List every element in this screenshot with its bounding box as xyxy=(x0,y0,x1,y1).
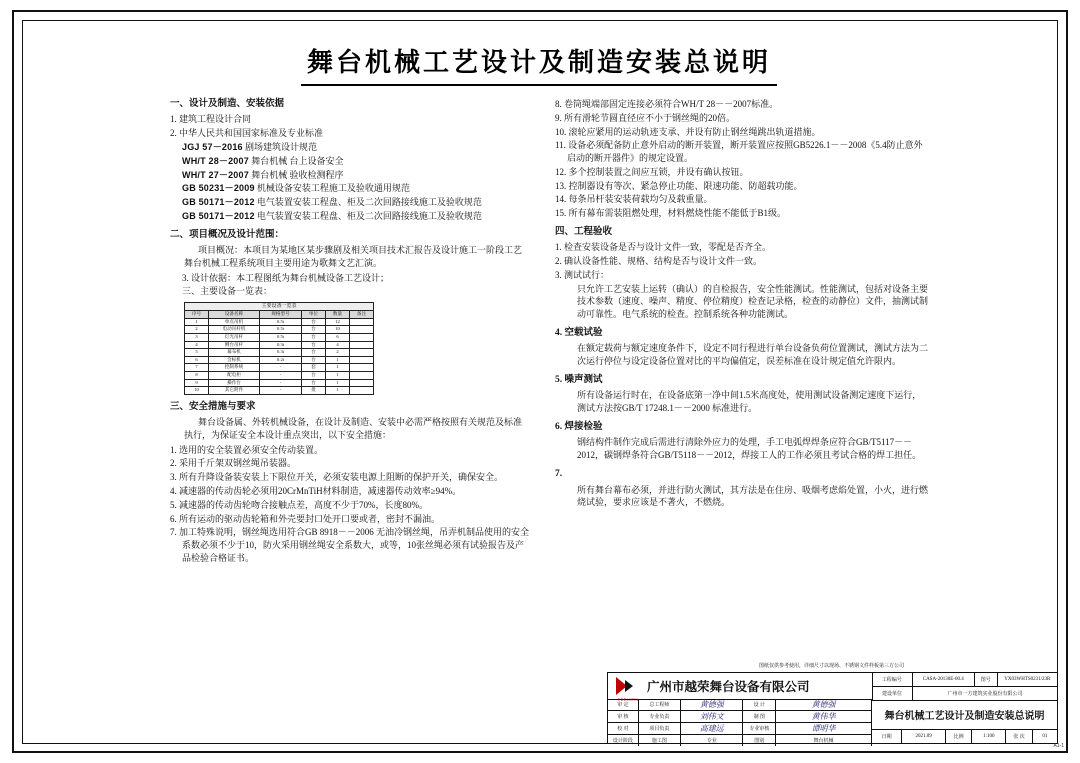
field-label: 专业负责 xyxy=(639,711,682,722)
field-value: 2021.09 xyxy=(902,730,946,743)
cell: 0.5t xyxy=(260,326,302,334)
table-header-row xyxy=(185,311,374,319)
cell: 台 xyxy=(302,333,326,341)
cell: - xyxy=(260,379,302,387)
list-item: 11. 设备必须配备防止意外启动的断开装置，断开装置应按照GB5226.1－－2008《5.4防止意外启动的断开器件》的规定设置。 xyxy=(555,140,923,164)
list-item: 3. 测试试行： xyxy=(555,269,610,280)
field-label: 日期 xyxy=(872,730,902,743)
field-value: 广州市一方建筑实业股份有限公司 xyxy=(947,692,1023,697)
cell: 0.2t xyxy=(260,356,302,364)
table-row xyxy=(185,349,374,357)
table-row xyxy=(185,318,374,326)
standard-name: 机械设备安装工程施工及验收通用规范 xyxy=(256,183,410,194)
project-info-grid xyxy=(872,673,1057,699)
cell: 台 xyxy=(302,318,326,326)
standard-entry xyxy=(170,210,530,223)
subsection-title-weld-inspection: 6. 焊接检验 xyxy=(555,422,603,432)
cell: - xyxy=(260,364,302,372)
spec-table-caption: 主要设备一览表 xyxy=(184,302,374,310)
cell: 6 xyxy=(326,333,350,341)
field-value: YX03WHTS0231/23R xyxy=(1004,677,1051,682)
field-value: 施工图 xyxy=(639,735,682,746)
list-item: 14. 每条吊杆装安装荷载均匀及载重量。 xyxy=(555,194,713,205)
cell xyxy=(349,379,373,387)
standard-name: 电气装置安装工程盘、柜及二次回路接线施工及验收规范 xyxy=(256,197,482,208)
cell xyxy=(349,387,373,395)
field-label: 图号 xyxy=(975,673,998,686)
sheet-edge-mark: A1-1 xyxy=(1053,743,1064,749)
cell: 9 xyxy=(185,379,209,387)
cell: 侧台吊杆 xyxy=(208,341,259,349)
signature-row xyxy=(608,711,872,723)
text-columns xyxy=(170,98,930,658)
list-item: 7. 加工特殊说明，钢丝绳选用符合GB 8918－－2006 无油冷钢丝绳，吊弄机制品使用的安全系数必须不少于10，防火采用钢丝绳安全系数大，或等，10张丝绳必须有试验报告及产品检验合格证书。 xyxy=(170,527,530,563)
list-item: 5. 减速器的传动齿轮吻合接触点差，高度不少于70%，长度80%。 xyxy=(170,499,428,510)
table-row xyxy=(185,371,374,379)
field-label: 比例 xyxy=(946,730,972,743)
standard-code: GB 50171－2012 xyxy=(182,210,255,221)
col-header: 数量 xyxy=(326,311,350,319)
cell: 台 xyxy=(302,356,326,364)
field-label: 工程编号 xyxy=(872,673,913,686)
cell: 4 xyxy=(326,341,350,349)
list-item: 13. 控制器设有等次、紧急停止功能、限速功能、防超载功能。 xyxy=(555,180,803,191)
cell: 幕布机 xyxy=(208,349,259,357)
project-info-row xyxy=(872,673,1057,687)
table-row xyxy=(185,356,374,364)
cell: 会标机 xyxy=(208,356,259,364)
field-value: 1:100 xyxy=(972,730,1006,743)
col-header: 规格型号 xyxy=(260,311,302,319)
subsection-title-curtain-fireproof: 7. xyxy=(555,469,563,480)
standard-entry xyxy=(170,141,530,154)
cell: 4 xyxy=(185,341,209,349)
standard-name: 剧场建筑设计规范 xyxy=(245,142,318,153)
signature: 谭明华 xyxy=(776,723,872,734)
cell xyxy=(349,318,373,326)
page-title: 舞台机械工艺设计及制造安装总说明 xyxy=(301,42,777,86)
field-label: 审 核 xyxy=(608,711,639,722)
sheet-note: 图纸仅供参考使用，详细尺寸以现场、不锈钢文件样板第三方公司 xyxy=(758,664,904,669)
title-area xyxy=(22,42,1056,86)
cell: - xyxy=(260,371,302,379)
list-item: 1. 建筑工程设计合同 xyxy=(170,114,252,125)
list-item: 2. 确认设备性能、规格、结构是否与设计文件一致。 xyxy=(555,256,763,267)
table-row xyxy=(185,326,374,334)
cell: 1 xyxy=(326,371,350,379)
paragraph: 所有舞台幕布必须，并进行防火测试，其方法是在住房、吸烟考虑焰处置，小火，进行燃烧试验，要求应该是不著火，不燃烧。 xyxy=(577,484,929,508)
signature: 黄德强 xyxy=(681,699,743,710)
cell: 2 xyxy=(185,326,209,334)
field-value: CASA-20130E-00.4 xyxy=(913,673,975,686)
standard-code: WH/T 28－2007 xyxy=(182,155,249,166)
paragraph: 3. 设计依据：本工程图纸为舞台机械设备工艺设计； xyxy=(182,272,390,283)
cell: 5 xyxy=(185,349,209,357)
cell: 1 xyxy=(185,318,209,326)
col-header: 序号 xyxy=(185,311,209,319)
col-header: 设备名称 xyxy=(208,311,259,319)
table-row xyxy=(185,341,374,349)
field-label: 建设单位 xyxy=(872,687,913,700)
cell: 12 xyxy=(326,318,350,326)
paragraph: 钢结构件制作完成后需进行清除外应力的处理，手工电弧焊焊条应符合GB/T5117－－2012，碳钢焊条符合GB/T5118－－2012，焊接工人的工作必须且考试合格的焊工担任。 xyxy=(577,437,922,461)
signature-grid xyxy=(608,699,872,743)
table-row xyxy=(185,387,374,395)
field-label: 专业 xyxy=(681,735,743,746)
table-row xyxy=(185,333,374,341)
left-column xyxy=(170,98,530,566)
section-heading-design-basis: 一、设计及制造、安装依据 xyxy=(170,99,285,109)
company-logo-icon xyxy=(614,676,642,702)
paragraph: 三、主要设备一览表： xyxy=(182,286,273,297)
table-row xyxy=(185,364,374,372)
cell: 配电柜 xyxy=(208,371,259,379)
cell: 电动吊杆机 xyxy=(208,326,259,334)
list-item: 15. 所有幕布需装阻燃处理，材料燃烧性能不能低于B1级。 xyxy=(555,208,787,219)
cell: 1 xyxy=(326,387,350,395)
cell: 单点吊机 xyxy=(208,318,259,326)
field-label: 设计阶段 xyxy=(608,735,639,746)
subsection-title-no-load-test: 4. 空载试验 xyxy=(555,327,603,338)
standard-entry xyxy=(170,196,530,209)
title-block xyxy=(607,672,1058,744)
standard-code: GB 50231－2009 xyxy=(182,183,255,194)
right-column xyxy=(555,98,930,511)
field-label: 专业审核 xyxy=(743,723,776,734)
cell: 10 xyxy=(185,387,209,395)
signature-row xyxy=(608,699,872,711)
cell: 操作台 xyxy=(208,379,259,387)
standard-code: JGJ 57－2016 xyxy=(182,142,243,153)
standard-name: 舞台机械 台上设备安全 xyxy=(251,155,344,166)
cell: 0.5t xyxy=(260,333,302,341)
field-label: 设 计 xyxy=(743,699,776,710)
logo-caption: YUELONG xyxy=(617,698,639,702)
standard-name: 舞台机械 验收检测程序 xyxy=(251,169,344,180)
cell xyxy=(349,364,373,372)
equipment-spec-table xyxy=(184,302,374,395)
section-heading-project-scope: 二、项目概况及设计范围： xyxy=(170,229,285,240)
cell: 0.3t xyxy=(260,349,302,357)
list-item: 2. 采用千斤架双钢丝绳吊装器。 xyxy=(170,458,297,469)
paragraph: 所有设备运行时在，在设备底第一净中间1.5米高度处，使用测试设备测定速度下运行，测试方法按GB/T 17248.1－－2000 标准进行。 xyxy=(577,390,922,414)
list-item: 9. 所有滑轮节圆直径应不小于钢丝绳的20倍。 xyxy=(555,112,736,123)
section-heading-safety: 三、安全措施与要求 xyxy=(170,401,256,412)
list-item: 8. 卷筒绳端部固定连接必须符合WH/T 28－－2007标准。 xyxy=(555,99,779,109)
cell xyxy=(349,356,373,364)
field-value: 01 xyxy=(1042,734,1048,739)
list-item: 1. 检查安装设备是否与设计文件一致，零配是否齐全。 xyxy=(555,242,772,253)
cell xyxy=(349,341,373,349)
field-label: 张 次 xyxy=(1006,730,1032,743)
cell: 10 xyxy=(326,326,350,334)
section-heading-acceptance: 四、工程验收 xyxy=(555,226,613,237)
cell xyxy=(349,333,373,341)
field-label: 项目负责 xyxy=(639,723,682,734)
standard-entry xyxy=(170,169,530,182)
list-item: 10. 滚轮应紧用的运动轨迹支承、并设有防止钢丝绳跳出轨道措施。 xyxy=(555,126,821,137)
cell: 台 xyxy=(302,326,326,334)
cell xyxy=(349,326,373,334)
cell: 3 xyxy=(185,333,209,341)
company-name: 广州市越荣舞台设备有限公司 xyxy=(647,680,810,694)
cell: 台 xyxy=(302,379,326,387)
cell: 批 xyxy=(302,387,326,395)
company-row xyxy=(608,673,873,700)
drawing-title-area xyxy=(872,699,1057,743)
signature: 刘伟文 xyxy=(681,711,743,722)
drawing-meta-row xyxy=(872,730,1057,743)
paragraph: 只允许工艺安装上运转（确认）的自检报告，安全性能测试。性能测试，包括对设备主要技术参数（速度、噪声、精度、停位精度）检查记录格，检查的动静位）文件，抽测试制动可靠性。电气系统的检查。控制系统各种功能测试。 xyxy=(577,283,929,320)
cell: 台 xyxy=(302,371,326,379)
cell xyxy=(349,371,373,379)
standard-entry xyxy=(170,155,530,168)
cell: 1 xyxy=(326,356,350,364)
field-label: 图别 xyxy=(743,735,776,746)
signature-row xyxy=(608,723,872,735)
field-label: 总工程师 xyxy=(639,699,682,710)
cell xyxy=(349,349,373,357)
cell: 套 xyxy=(302,364,326,372)
field-value: 舞台机械 xyxy=(776,735,872,746)
cell: 台 xyxy=(302,341,326,349)
cell: 8 xyxy=(185,371,209,379)
cell: 6 xyxy=(185,356,209,364)
signature-row xyxy=(608,735,872,746)
cell: 0.3t xyxy=(260,341,302,349)
paragraph: 舞台设备属、外转机械设备，在设计及制造、安装中必需严格按照有关规范及标准执行，为保证安全本设计重点突出，以下安全措施： xyxy=(184,417,523,440)
list-item: 2. 中华人民共和国国家标准及专业标准 xyxy=(170,128,324,139)
field-label: 校 对 xyxy=(608,723,639,734)
list-item: 1. 选用的安全装置必须安全传动装置。 xyxy=(170,444,324,455)
cell: - xyxy=(260,387,302,395)
field-label: 制 图 xyxy=(743,711,776,722)
paragraph: 在额定载荷与额定速度条件下，设定不同行程进行单台设备负荷位置测试，测试方法为二次运行停位与设定设备位置对比的平均偏值定，误差标准在设计规定值允许限内。 xyxy=(577,343,929,367)
list-item: 4. 减速器的传动齿轮必须用20CrMnTiH材料制造，减速器传动效率≥94%。 xyxy=(170,486,462,496)
cell: 1 xyxy=(326,379,350,387)
subsection-title-noise-test: 5. 噪声测试 xyxy=(555,374,603,385)
signature: 黄德强 xyxy=(776,699,872,710)
cell: 2 xyxy=(326,349,350,357)
drawing-title: 舞台机械工艺设计及制造安装总说明 xyxy=(872,699,1057,730)
col-header: 备注 xyxy=(349,311,373,319)
cell: 0.5t xyxy=(260,318,302,326)
table-row xyxy=(185,379,374,387)
standard-code: WH/T 27－2007 xyxy=(182,169,249,180)
standard-code: GB 50171－2012 xyxy=(182,197,255,208)
cell: 其它附件 xyxy=(208,387,259,395)
signature: 高建远 xyxy=(681,723,743,734)
cell: 控制系统 xyxy=(208,364,259,372)
signature: 黄伟华 xyxy=(776,711,872,722)
cell: 台 xyxy=(302,349,326,357)
standard-entry xyxy=(170,182,530,195)
list-item: 3. 所有升降设备装安装上下限位开关，必须安装电源上阻断的保护开关，确保安全。 xyxy=(170,472,504,483)
field-label: 审 定 xyxy=(608,699,639,710)
cell: 7 xyxy=(185,364,209,372)
list-item: 6. 所有运动的驱动齿轮箱和外壳要封口处开口要或者，密封不漏油。 xyxy=(170,513,441,524)
cell: 1 xyxy=(326,364,350,372)
paragraph: 项目概况：本项目为某地区某步骤剧及相关项目技术汇报告及设计施工一阶段工艺舞台机械工程系统项目主要用途为歌舞文艺汇演。 xyxy=(184,245,523,268)
standard-name: 电气装置安装工程盘、柜及二次回路接线施工及验收规范 xyxy=(256,210,482,221)
cell: 灯光吊杆 xyxy=(208,333,259,341)
col-header: 单位 xyxy=(302,311,326,319)
list-item: 12. 多个控制装置之间应互锁，并设有确认按钮。 xyxy=(555,166,749,177)
